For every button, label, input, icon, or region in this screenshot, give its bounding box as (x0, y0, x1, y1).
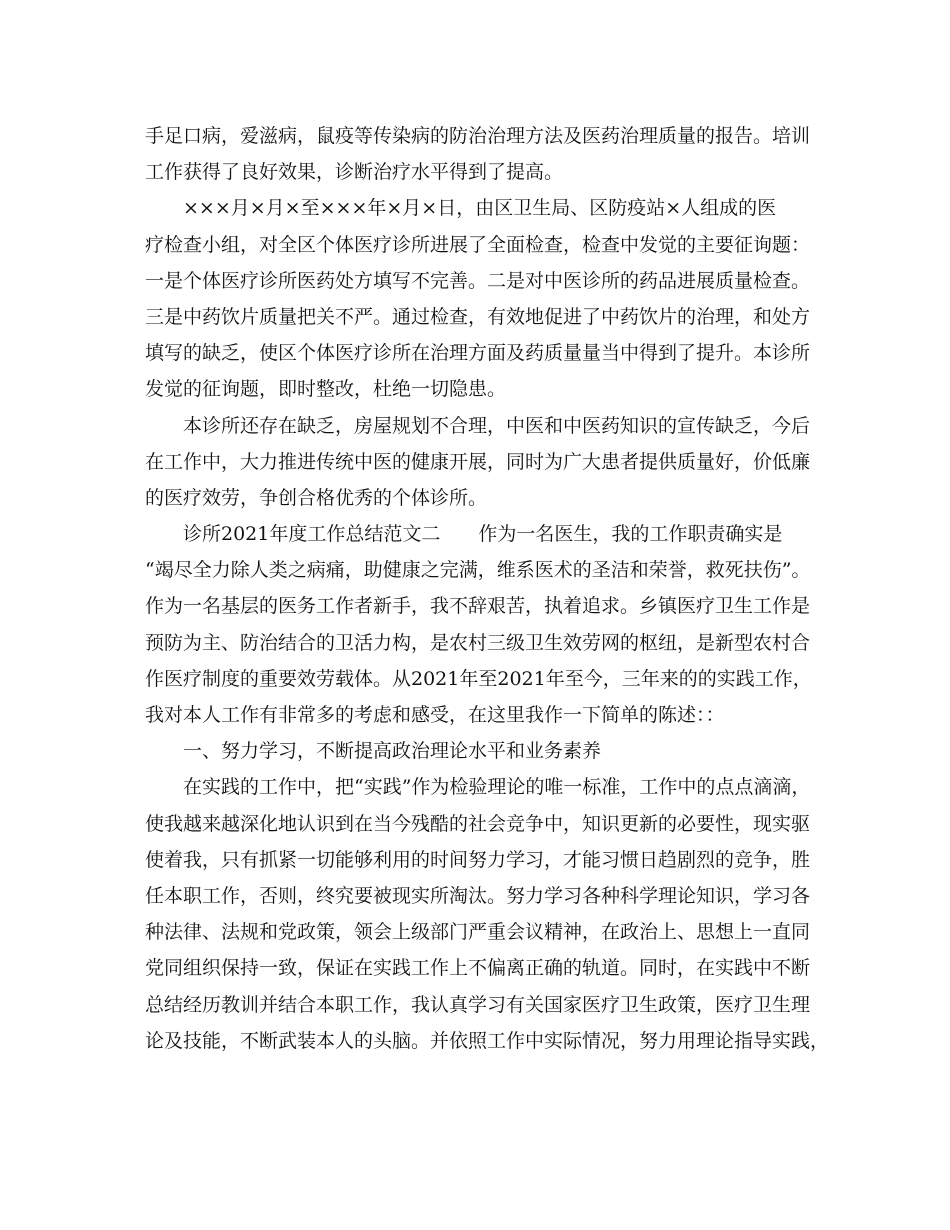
document-line: 在实践的工作中，把“实践”作为检验理论的唯一标准，工作中的点点滴滴， (183, 776, 811, 799)
document-line: 诊所2021年度工作总结范文二 作为一名医生，我的工作职责确实是 (183, 523, 783, 546)
document-line: 一是个体医疗诊所医药处方填写不完善。二是对中医诊所的药品进展质量检查。 (145, 269, 811, 292)
document-line: 工作获得了良好效果，诊断治疗水平得到了提高。 (145, 161, 564, 184)
document-line: 总结经历教训并结合本职工作，我认真学习有关国家医疗卫生政策，医疗卫生理 (145, 993, 811, 1016)
document-line: 手足口病，爱滋病，鼠疫等传染病的防治治理方法及医药治理质量的报告。培训 (145, 125, 811, 147)
document-line: 一、努力学习，不断提高政治理论水平和业务素养 (183, 740, 602, 763)
document-line: 作为一名基层的医务工作者新手，我不辞艰苦，执着追求。乡镇医疗卫生工作是 (145, 595, 811, 618)
document-line: 论及技能，不断武装本人的头脑。并依照工作中实际情况，努力用理论指导实践， (145, 1029, 830, 1052)
document-line: 任本职工作，否则，终究要被现实所淘汰。努力学习各种科学理论知识，学习各 (145, 884, 811, 907)
document-line: 使我越来越深化地认识到在当今残酷的社会竞争中，知识更新的必要性，现实驱 (145, 812, 811, 835)
document-line: 填写的缺乏，使区个体医疗诊所在治理方面及药质量量当中得到了提升。本诊所 (145, 342, 811, 365)
document-line: “竭尽全力除人类之病痛，助健康之完满，维系医术的圣洁和荣誉，救死扶伤”。 (145, 559, 811, 582)
document-line: 作医疗制度的重要效劳载体。从2021年至2021年至今，三年来的的实践工作， (145, 667, 812, 690)
document-line: 使着我，只有抓紧一切能够利用的时间努力学习，才能习惯日趋剧烈的竞争，胜 (145, 848, 811, 871)
document-line: 预防为主、防治结合的卫活力构，是农村三级卫生效劳网的枢纽，是新型农村合 (145, 631, 811, 654)
document-line: 在工作中，大力推进传统中医的健康开展，同时为广大患者提供质量好，价低廉 (145, 450, 811, 473)
document-line: 三是中药饮片质量把关不严。通过检查，有效地促进了中药饮片的治理，和处方 (145, 305, 811, 328)
document-line: 我对本人工作有非常多的考虑和感受，在这里我作一下简单的陈述：： (145, 704, 725, 726)
document-line: 的医疗效劳，争创合格优秀的个体诊所。 (145, 486, 488, 509)
document-line: ×××月×月×至×××年×月×日，由区卫生局、区防疫站×人组成的医 (183, 197, 777, 220)
document-line: 本诊所还存在缺乏，房屋规划不合理，中医和中医药知识的宣传缺乏，今后 (183, 414, 811, 437)
document-line: 党同组织保持一致，保证在实践工作上不偏离正确的轨道。同时，在实践中不断 (145, 957, 811, 980)
document-line: 发觉的征询题，即时整改，杜绝一切隐患。 (145, 378, 507, 401)
document-line: 种法律、法规和党政策，领会上级部门严重会议精神，在政治上、思想上一直同 (145, 921, 811, 944)
document-body (145, 118, 830, 1059)
document-line: 疗检查小组，对全区个体医疗诊所进展了全面检查，检查中发觉的主要征询题： (145, 233, 811, 256)
